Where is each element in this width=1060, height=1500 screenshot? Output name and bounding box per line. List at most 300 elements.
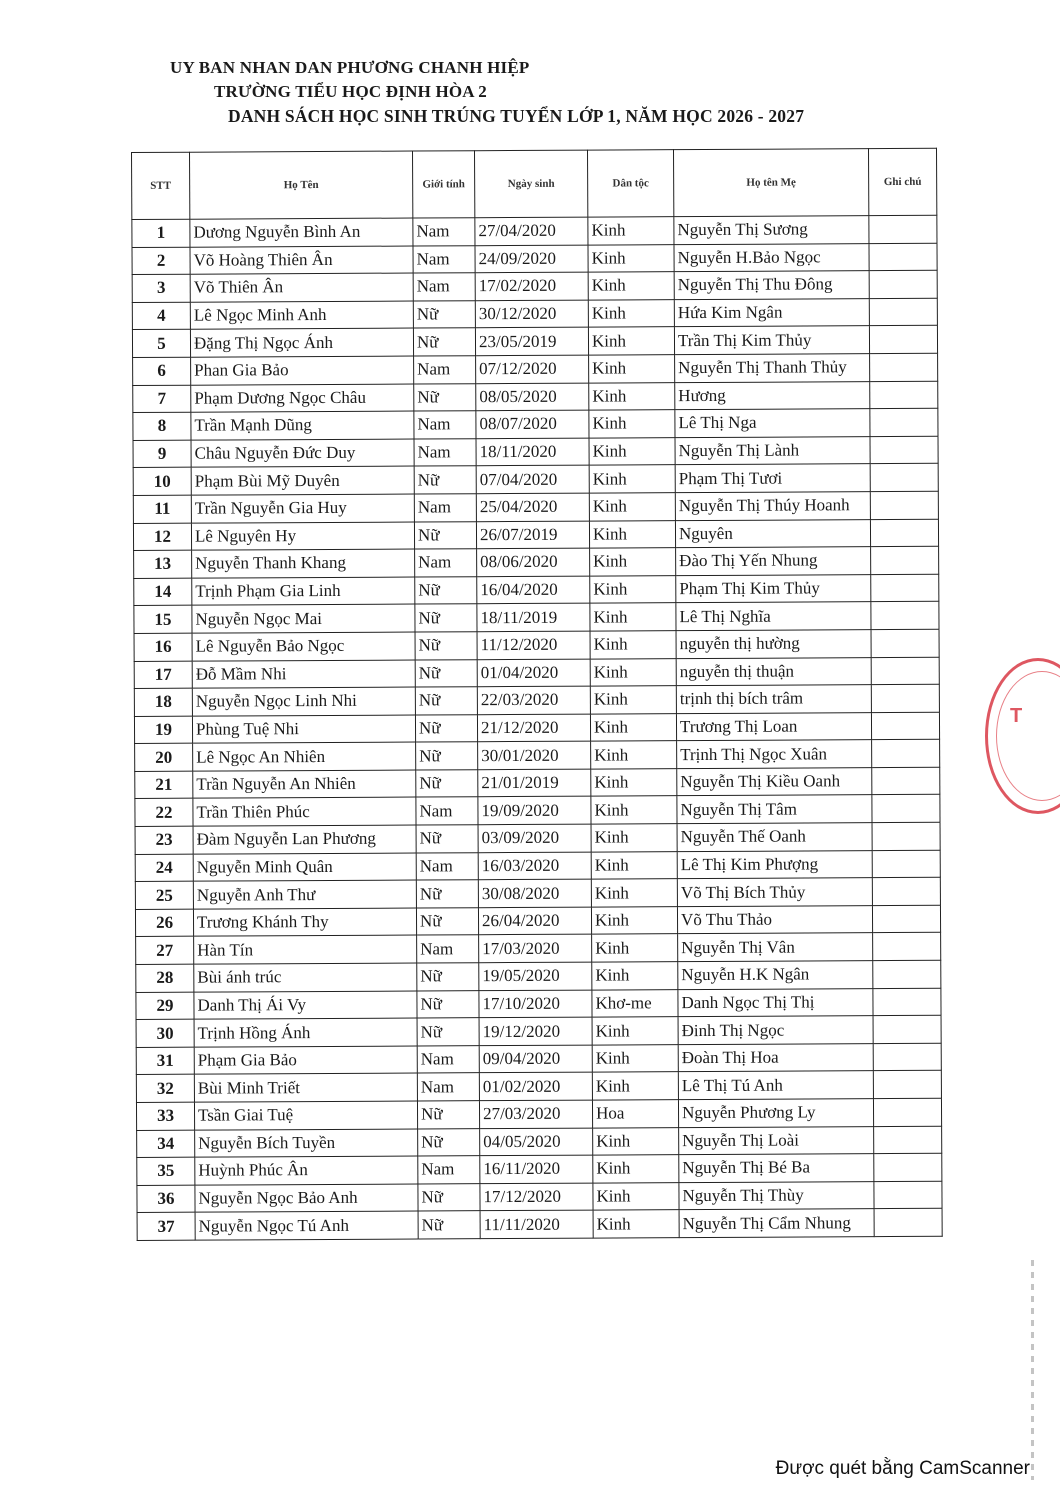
cell-name: Nguyễn Anh Thư [193,880,416,909]
cell-dob: 08/07/2020 [476,410,589,438]
cell-stt: 30 [136,1019,194,1047]
cell-gender: Nữ [416,908,478,936]
cell-note [870,464,938,492]
cell-dob: 23/05/2019 [475,327,588,355]
cell-mother: Nguyễn Thị Thu Đông [674,271,869,300]
cell-dob: 27/03/2020 [479,1100,592,1128]
cell-gender: Nam [414,494,476,522]
cell-name: Lê Nguyên Hy [191,522,414,551]
table-row [136,988,941,1020]
cell-name: Trần Mạnh Dũng [191,411,414,440]
cell-dob: 19/12/2020 [479,1017,592,1045]
table-header-row [132,148,937,219]
cell-gender: Nữ [415,714,477,742]
cell-name: Nguyễn Thanh Khang [192,549,415,578]
cell-ethnicity: Kinh [589,465,675,493]
cell-mother: Nguyễn Thị Kiều Oanh [677,768,872,797]
cell-dob: 11/11/2020 [480,1210,593,1238]
table-row [132,243,937,275]
cell-note [874,1181,942,1209]
cell-note [871,712,939,740]
cell-mother: Lê Thị Nga [675,409,870,438]
cell-note [870,353,938,381]
scan-edge-mark [1031,1260,1034,1480]
cell-dob: 16/04/2020 [477,576,590,604]
table-row [133,353,938,385]
red-seal-stamp-icon: T [985,658,1060,814]
table-row [137,1181,942,1213]
cell-mother: Phạm Thị Kim Thủy [676,574,871,603]
cell-dob: 26/07/2019 [476,521,589,549]
cell-name: Tsần Giai Tuệ [194,1101,417,1130]
cell-mother: Nguyên [675,519,870,548]
cell-name: Danh Thị Ái Vy [194,991,417,1020]
cell-gender: Nữ [415,659,477,687]
cell-note [870,519,938,547]
cell-name: Nguyễn Minh Quân [193,853,416,882]
cell-stt: 5 [132,330,190,358]
cell-gender: Nam [414,356,476,384]
cell-dob: 07/04/2020 [476,465,589,493]
cell-note [871,657,939,685]
cell-mother: Nguyễn H.K Ngân [678,961,873,990]
cell-note [871,684,939,712]
cell-mother: Nguyễn Thị Thúy Hoanh [675,492,870,521]
cell-gender: Nữ [416,742,478,770]
cell-stt: 33 [136,1102,194,1130]
cell-stt: 15 [134,606,192,634]
cell-stt: 1 [132,219,190,247]
cell-ethnicity: Kinh [590,631,676,659]
table-row [134,657,939,689]
cell-ethnicity: Kinh [590,686,676,714]
cell-dob: 17/03/2020 [479,935,592,963]
cell-mother: Lê Thị Tú Anh [678,1071,873,1100]
cell-dob: 03/09/2020 [478,824,591,852]
table-row [135,740,940,772]
cell-stt: 34 [137,1130,195,1158]
camscanner-watermark: Được quét bằng CamScanner [775,1458,1030,1479]
cell-mother: Nguyễn Thị Tâm [677,795,872,824]
cell-gender: Nữ [414,383,476,411]
cell-mother: Nguyễn Thị Cẩm Nhung [679,1209,874,1238]
cell-gender: Nữ [416,880,478,908]
cell-dob: 17/10/2020 [479,990,592,1018]
cell-mother: Nguyễn Thị Thanh Thủy [675,354,870,383]
cell-mother: Nguyễn Thị Thùy [679,1181,874,1210]
cell-dob: 22/03/2020 [477,686,590,714]
table-row [135,905,940,937]
cell-note [874,1126,942,1154]
cell-ethnicity: Kinh [588,244,674,272]
cell-ethnicity: Kinh [592,1072,678,1100]
cell-dob: 19/05/2020 [479,962,592,990]
cell-ethnicity: Kinh [590,658,676,686]
cell-dob: 27/04/2020 [475,217,588,245]
cell-mother: Nguyễn Phương Ly [678,1099,873,1128]
cell-mother: trịnh thị bích trâm [676,685,871,714]
cell-stt: 3 [132,274,190,302]
cell-note [871,629,939,657]
cell-note [869,298,937,326]
cell-stt: 12 [133,523,191,551]
cell-stt: 19 [134,716,192,744]
cell-stt: 32 [136,1075,194,1103]
cell-note [872,740,940,768]
table-row [133,464,938,496]
cell-note [870,436,938,464]
cell-stt: 28 [136,964,194,992]
cell-gender: Nữ [417,990,479,1018]
cell-name: Đặng Thị Ngọc Ánh [190,328,413,357]
cell-ethnicity: Kinh [589,520,675,548]
cell-note [870,381,938,409]
col-header-name: Họ Tên [190,151,413,219]
cell-note [872,878,940,906]
cell-ethnicity: Kinh [593,1210,679,1238]
cell-name: Nguyễn Ngọc Mai [192,604,415,633]
cell-gender: Nam [413,273,475,301]
table-row [133,408,938,440]
cell-gender: Nữ [415,687,477,715]
table-row [132,326,937,358]
cell-mother: Trịnh Thị Ngọc Xuân [677,740,872,769]
cell-stt: 14 [134,578,192,606]
cell-dob: 08/06/2020 [477,548,590,576]
cell-note [872,850,940,878]
table-row [135,878,940,910]
cell-stt: 6 [133,357,191,385]
cell-mother: Hương [675,381,870,410]
cell-gender: Nam [417,935,479,963]
cell-note [872,822,940,850]
cell-stt: 24 [135,854,193,882]
cell-stt: 26 [135,909,193,937]
cell-mother: Võ Thị Bích Thủy [677,878,872,907]
cell-mother: Võ Thu Thảo [677,905,872,934]
cell-ethnicity: Kinh [591,769,677,797]
cell-ethnicity: Kinh [593,1182,679,1210]
cell-stt: 35 [137,1157,195,1185]
cell-name: Nguyễn Ngọc Tú Anh [195,1211,418,1240]
cell-name: Phạm Bùi Mỹ Duyên [191,466,414,495]
cell-name: Trần Thiên Phúc [193,797,416,826]
cell-dob: 26/04/2020 [478,907,591,935]
cell-mother: Nguyễn Thị Vân [678,933,873,962]
cell-gender: Nam [415,549,477,577]
cell-ethnicity: Kinh [593,1155,679,1183]
table-row [135,767,940,799]
cell-gender: Nữ [418,1128,480,1156]
cell-gender: Nữ [417,963,479,991]
cell-note [874,1153,942,1181]
cell-stt: 9 [133,440,191,468]
cell-dob: 18/11/2020 [476,438,589,466]
cell-ethnicity: Kinh [592,934,678,962]
header-list-title: DANH SÁCH HỌC SINH TRÚNG TUYỂN LỚP 1, NĂM HỌC 2026 - 2027 [228,106,805,126]
cell-mother: Danh Ngọc Thị Thị [678,988,873,1017]
cell-ethnicity: Khơ-me [592,989,678,1017]
col-header-mother: Họ tên Mẹ [673,149,868,217]
col-header-dob: Ngày sinh [474,150,587,218]
cell-gender: Nữ [415,632,477,660]
cell-dob: 09/04/2020 [479,1045,592,1073]
cell-note [873,933,941,961]
cell-name: Nguyễn Ngọc Linh Nhi [192,687,415,716]
cell-name: Huỳnh Phúc Ân [195,1156,418,1185]
cell-dob: 30/12/2020 [475,300,588,328]
cell-gender: Nữ [414,466,476,494]
cell-ethnicity: Kinh [592,1017,678,1045]
cell-gender: Nữ [414,521,476,549]
table-row [132,298,937,330]
cell-name: Châu Nguyễn Đức Duy [191,439,414,468]
cell-note [869,270,937,298]
table-row [135,822,940,854]
table-row [135,850,940,882]
cell-gender: Nam [414,411,476,439]
cell-note [873,1071,941,1099]
cell-stt: 17 [134,661,192,689]
cell-dob: 24/09/2020 [475,245,588,273]
table-row [132,270,937,302]
cell-gender: Nữ [415,576,477,604]
cell-ethnicity: Hoa [592,1100,678,1128]
cell-note [870,491,938,519]
cell-ethnicity: Kinh [593,1127,679,1155]
cell-name: Lê Nguyễn Bảo Ngọc [192,632,415,661]
cell-note [873,1015,941,1043]
cell-note [873,1043,941,1071]
cell-name: Võ Hoàng Thiên Ân [190,246,413,275]
table-row [133,519,938,551]
cell-name: Trương Khánh Thy [193,908,416,937]
cell-stt: 8 [133,412,191,440]
cell-stt: 25 [135,881,193,909]
cell-ethnicity: Kinh [590,713,676,741]
table-row [134,684,939,716]
cell-dob: 21/01/2019 [478,769,591,797]
cell-ethnicity: Kinh [591,906,677,934]
cell-gender: Nam [414,438,476,466]
cell-ethnicity: Kinh [589,382,675,410]
cell-mother: Nguyễn Thị Bé Ba [679,1154,874,1183]
cell-gender: Nữ [417,1018,479,1046]
cell-gender: Nam [417,1073,479,1101]
table-row [134,629,939,661]
cell-stt: 11 [133,495,191,523]
cell-note [869,215,937,243]
cell-name: Nguyễn Ngọc Bảo Anh [195,1184,418,1213]
table-row [136,933,941,965]
cell-mother: Trần Thị Kim Thủy [674,326,869,355]
cell-mother: nguyễn thị thuận [676,657,871,686]
cell-stt: 22 [135,799,193,827]
cell-name: Dương Nguyễn Bình An [190,218,413,247]
cell-dob: 08/05/2020 [476,383,589,411]
table-row [134,602,939,634]
cell-note [871,574,939,602]
cell-mother: Nguyễn Thị Loài [679,1126,874,1155]
cell-ethnicity: Kinh [588,327,674,355]
cell-stt: 18 [134,688,192,716]
cell-ethnicity: Kinh [588,272,674,300]
cell-mother: Lê Thị Kim Phượng [677,850,872,879]
cell-mother: Nguyễn H.Bảo Ngọc [674,243,869,272]
cell-dob: 19/09/2020 [478,797,591,825]
cell-ethnicity: Kinh [589,437,675,465]
cell-ethnicity: Kinh [591,824,677,852]
cell-ethnicity: Kinh [589,493,675,521]
table-row [136,1098,941,1130]
cell-name: Bùi ánh trúc [194,963,417,992]
cell-note [870,408,938,436]
cell-dob: 30/08/2020 [478,879,591,907]
table-row [134,546,939,578]
cell-dob: 21/12/2020 [477,714,590,742]
cell-name: Phạm Dương Ngọc Châu [191,384,414,413]
cell-mother: Đinh Thị Ngọc [678,1016,873,1045]
cell-mother: Nguyễn Thế Oanh [677,823,872,852]
cell-gender: Nam [413,245,475,273]
cell-name: Phạm Gia Bảo [194,1046,417,1075]
col-header-note: Ghi chú [868,148,936,215]
table-row [137,1153,942,1185]
cell-stt: 20 [135,743,193,771]
cell-stt: 13 [134,550,192,578]
cell-note [873,1098,941,1126]
table-row [136,1015,941,1047]
cell-name: Đỗ Mầm Nhi [192,660,415,689]
cell-name: Phan Gia Bảo [191,356,414,385]
cell-mother: Hứa Kim Ngân [674,298,869,327]
cell-gender: Nữ [416,770,478,798]
cell-stt: 37 [137,1213,195,1241]
cell-gender: Nữ [413,300,475,328]
cell-gender: Nữ [416,825,478,853]
cell-stt: 27 [136,937,194,965]
cell-mother: Đào Thị Yến Nhung [676,547,871,576]
table-row [137,1209,942,1241]
cell-stt: 7 [133,385,191,413]
cell-ethnicity: Kinh [590,575,676,603]
cell-mother: nguyễn thị hường [676,630,871,659]
cell-ethnicity: Kinh [591,851,677,879]
cell-mother: Phạm Thị Tươi [675,464,870,493]
cell-stt: 29 [136,992,194,1020]
document-header [170,58,804,127]
table-row [133,381,938,413]
cell-note [872,905,940,933]
cell-dob: 01/04/2020 [477,659,590,687]
cell-dob: 25/04/2020 [476,493,589,521]
col-header-stt: STT [132,152,190,219]
table-row [132,215,937,247]
student-table [131,148,943,1241]
cell-gender: Nữ [415,604,477,632]
cell-ethnicity: Kinh [588,299,674,327]
cell-note [874,1209,942,1237]
cell-name: Hàn Tín [194,935,417,964]
table-row [136,1071,941,1103]
cell-ethnicity: Kinh [591,796,677,824]
cell-gender: Nữ [417,1101,479,1129]
cell-name: Trịnh Hồng Ánh [194,1018,417,1047]
cell-note [869,326,937,354]
cell-note [871,546,939,574]
cell-name: Trịnh Phạm Gia Linh [192,577,415,606]
cell-ethnicity: Kinh [588,217,674,245]
cell-name: Lê Ngọc Minh Anh [190,301,413,330]
cell-dob: 30/01/2020 [478,741,591,769]
cell-dob: 17/12/2020 [480,1183,593,1211]
cell-stt: 10 [133,468,191,496]
cell-mother: Nguyễn Thị Lành [675,436,870,465]
cell-mother: Trương Thị Loan [676,712,871,741]
table-row [133,436,938,468]
cell-dob: 18/11/2019 [477,603,590,631]
col-header-gender: Giới tính [412,151,474,218]
cell-stt: 4 [132,302,190,330]
cell-note [872,795,940,823]
cell-name: Phùng Tuệ Nhi [192,715,415,744]
cell-stt: 23 [135,826,193,854]
cell-name: Trần Nguyễn Gia Huy [191,494,414,523]
table-row [136,960,941,992]
cell-mother: Lê Thị Nghĩa [676,602,871,631]
cell-gender: Nam [416,852,478,880]
cell-ethnicity: Kinh [590,548,676,576]
table-body [132,215,942,1240]
cell-ethnicity: Kinh [590,603,676,631]
cell-dob: 01/02/2020 [479,1073,592,1101]
cell-name: Bùi Minh Triết [194,1073,417,1102]
table-row [133,491,938,523]
cell-gender: Nữ [418,1211,480,1239]
cell-dob: 11/12/2020 [477,631,590,659]
cell-stt: 16 [134,633,192,661]
cell-stt: 31 [136,1047,194,1075]
cell-gender: Nam [416,797,478,825]
cell-dob: 16/11/2020 [480,1155,593,1183]
cell-name: Võ Thiên Ân [190,273,413,302]
cell-name: Đàm Nguyễn Lan Phương [193,825,416,854]
table-row [136,1043,941,1075]
cell-gender: Nam [417,1046,479,1074]
cell-dob: 04/05/2020 [480,1128,593,1156]
header-committee: UY BAN NHAN DAN PHƯƠNG CHANH HIỆP [170,58,530,77]
cell-note [873,960,941,988]
cell-ethnicity: Kinh [591,879,677,907]
cell-ethnicity: Kinh [591,741,677,769]
cell-dob: 16/03/2020 [478,852,591,880]
header-school: TRƯỜNG TIỂU HỌC ĐỊNH HÒA 2 [214,82,487,101]
col-header-ethnicity: Dân tộc [587,150,673,217]
cell-ethnicity: Kinh [589,355,675,383]
table-row [137,1126,942,1158]
cell-gender: Nam [418,1156,480,1184]
cell-name: Nguyễn Bích Tuyền [195,1129,418,1158]
cell-stt: 36 [137,1185,195,1213]
cell-gender: Nam [413,218,475,246]
table-row [134,712,939,744]
cell-mother: Đoàn Thị Hoa [678,1043,873,1072]
table-row [134,574,939,606]
cell-mother: Nguyễn Thị Sương [674,216,869,245]
cell-stt: 2 [132,247,190,275]
cell-name: Trần Nguyễn An Nhiên [193,770,416,799]
cell-name: Lê Ngọc An Nhiên [193,742,416,771]
